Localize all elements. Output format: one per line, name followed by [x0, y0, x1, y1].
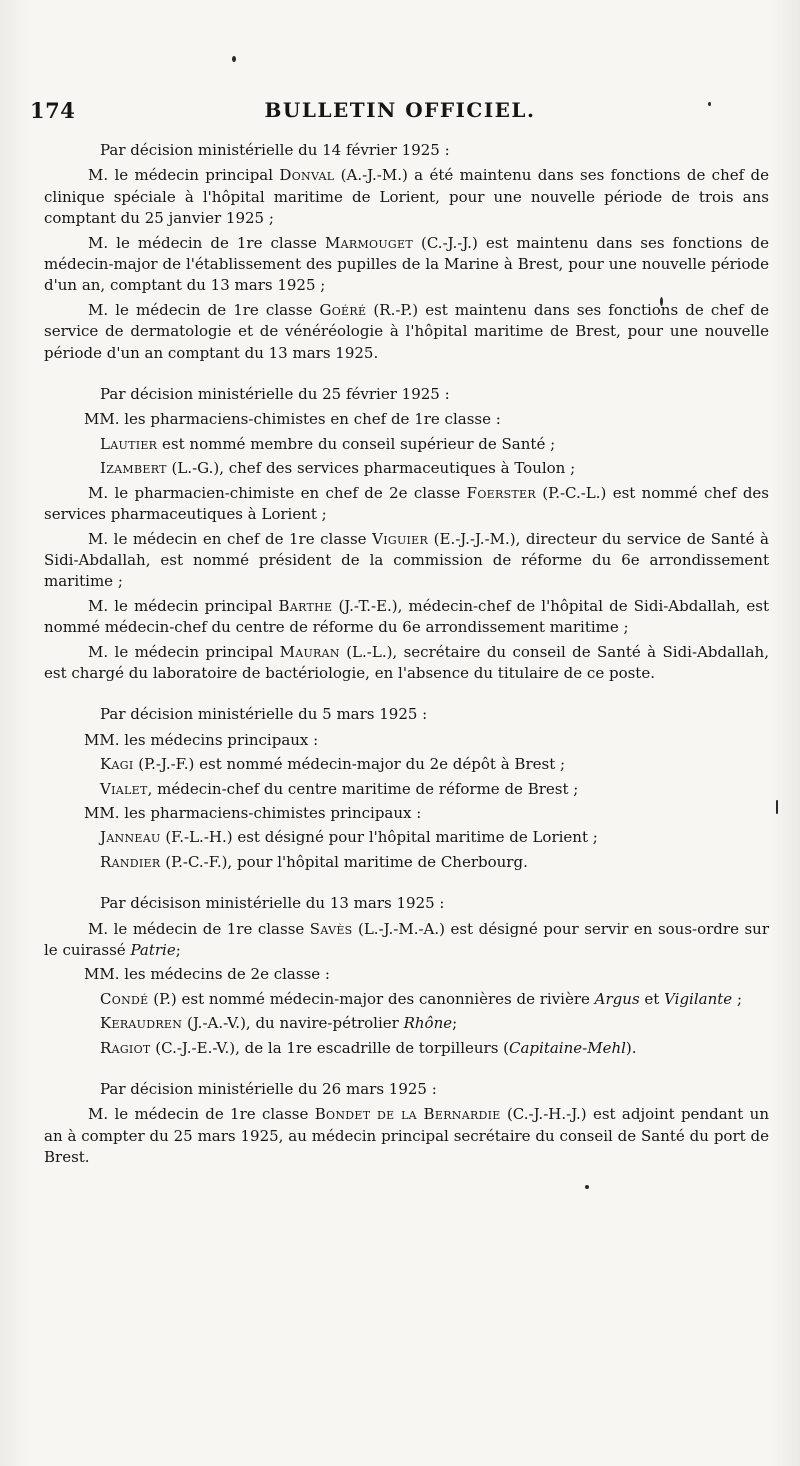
- decision-heading: Par décision ministérielle du 14 février 1925 :: [100, 141, 450, 159]
- decision-section: [44, 704, 769, 873]
- group-heading: [44, 964, 769, 985]
- entry-text: MM. les pharmaciens-chimistes en chef de 1re classe :: [84, 410, 501, 429]
- person-name: Barthe: [278, 596, 333, 615]
- section-spacer: [44, 687, 769, 704]
- appointment-entry: [44, 779, 769, 800]
- ink-speck: [776, 800, 778, 814]
- entry-text: (P.-J.-F.) est nommé médecin-major du 2e dépôt à Brest ;: [133, 755, 566, 774]
- person-name: Viguier: [372, 529, 429, 548]
- appointment-entry: [44, 919, 769, 962]
- person-name: Izambert: [100, 459, 167, 478]
- group-heading: [44, 730, 769, 751]
- entry-text: ).: [625, 1038, 637, 1057]
- entry-text: (C.-J.-H.-J.) est adjoint pendant un an à compter du 25 mars 1925, au médecin principal secrétaire du conseil de Santé du port de Brest.: [44, 1105, 769, 1167]
- entry-text: (P.-C.-F.), pour l'hôpital maritime de Cherbourg.: [160, 852, 528, 871]
- decision-section: [44, 1079, 769, 1169]
- person-name: Kagi: [100, 755, 134, 774]
- entry-text: M. le médecin de 1re classe: [88, 1105, 315, 1124]
- ship-name: Capitaine-Mehl: [509, 1038, 626, 1057]
- page-header: [20, 98, 780, 132]
- entry-text: MM. les médecins de 2e classe :: [84, 965, 330, 984]
- decision-heading: Par décisison ministérielle du 13 mars 1925 :: [100, 894, 445, 913]
- appointment-entry: [44, 483, 769, 526]
- entry-text: MM. les pharmaciens-chimistes principaux :: [84, 803, 422, 822]
- ship-name: Argus: [594, 989, 640, 1008]
- appointment-entry: [44, 989, 769, 1010]
- person-name: Marmouget: [324, 233, 413, 252]
- entry-text: (L.-G.), chef des services pharmaceutiques à Toulon ;: [166, 459, 576, 478]
- entry-text: et: [639, 989, 665, 1008]
- entry-text: (J.-T.-E.), médecin-chef de l'hôpital de Sidi-Abdallah, est nommé médecin-chef du centre de réforme du 6e arrondissement maritime ;: [44, 596, 769, 637]
- entry-text: (C.-J.-J.) est maintenu dans ses fonctions de médecin-major de l'établissement des pupilles de la Marine à Brest, pour une nouvelle période d'un an, comptant du 13 mars 1925 ;: [44, 233, 769, 295]
- entry-text: (R.-P.) est maintenu dans ses fonctions de chef de service de dermatologie et de vénéréologie à l'hôpital maritime de Brest, pour une nouvelle période d'un an comptant du 13 mars 1925.: [44, 300, 769, 362]
- appointment-entry: [44, 1013, 769, 1034]
- section-spacer: [44, 367, 769, 384]
- person-name: Janneau: [100, 828, 161, 847]
- appointment-entry: [44, 165, 769, 229]
- appointment-entry: [44, 1038, 769, 1059]
- entry-text: (A.-J.-M.) a été maintenu dans ses fonctions de chef de clinique spéciale à l'hôpital maritime de Lorient, pour une nouvelle période de trois ans comptant du 25 janvier 1925 ;: [44, 166, 769, 228]
- running-title: BULLETIN OFFICIEL.: [264, 98, 536, 122]
- entry-text: (C.-J.-E.-V.), de la 1re escadrille de torpilleurs (: [150, 1038, 510, 1057]
- section-spacer: [44, 1062, 769, 1079]
- person-name: Goéré: [319, 300, 367, 319]
- entry-text: M. le médecin principal: [88, 596, 279, 615]
- entry-text: M. le pharmacien-chimiste en chef de 2e classe: [88, 483, 467, 502]
- ink-speck: [232, 56, 236, 62]
- appointment-entry: [44, 233, 769, 297]
- entry-text: (F.-L.-H.) est désigné pour l'hôpital maritime de Lorient ;: [160, 828, 598, 847]
- person-name: Randier: [100, 852, 161, 871]
- entry-text: ;: [175, 941, 181, 959]
- decision-heading: Par décision ministérielle du 25 février 1925 :: [100, 385, 450, 404]
- entry-text: , médecin-chef du centre maritime de réforme de Brest ;: [147, 779, 579, 798]
- appointment-entry: [44, 1104, 769, 1168]
- entry-text: M. le médecin principal: [88, 642, 280, 661]
- appointment-entry: [44, 827, 769, 848]
- document-body: [44, 140, 769, 1172]
- person-name: Ragiot: [100, 1038, 151, 1057]
- person-name: Keraudren: [100, 1014, 183, 1033]
- decision-section: [44, 140, 769, 364]
- entry-text: (J.-A.-V.), du navire-pétrolier: [182, 1014, 404, 1033]
- appointment-entry: [44, 458, 769, 479]
- appointment-entry: [44, 300, 769, 364]
- entry-text: M. le médecin en chef de 1re classe: [88, 529, 373, 548]
- entry-text: (P.-C.-L.) est nommé chef des services pharmaceutiques à Lorient ;: [44, 483, 769, 524]
- person-name: Foerster: [466, 483, 536, 502]
- group-heading: [44, 803, 769, 824]
- decision-section: [44, 893, 769, 1059]
- person-name: Savès: [309, 919, 353, 938]
- person-name: Bondet de la Bernardie: [314, 1105, 501, 1124]
- page-number: 174: [30, 98, 76, 123]
- appointment-entry: [44, 529, 769, 593]
- appointment-entry: [44, 754, 769, 775]
- ship-name: Vigilante: [664, 989, 733, 1008]
- entry-text: (P.) est nommé médecin-major des canonnières de rivière: [148, 989, 595, 1008]
- person-name: Mauran: [279, 642, 340, 661]
- ink-speck: [585, 1185, 589, 1189]
- entry-text: ;: [732, 989, 742, 1008]
- decision-heading: Par décision ministérielle du 5 mars 1925 :: [100, 705, 428, 724]
- person-name: Lautier: [100, 434, 158, 453]
- person-name: Donval: [279, 166, 335, 185]
- entry-text: (L.-L.), secrétaire du conseil de Santé à Sidi-Abdallah, est chargé du laboratoire de bactériologie, en l'absence du titulaire de ce poste.: [44, 642, 769, 682]
- entry-text: (E.-J.-J.-M.), directeur du service de Santé à Sidi-Abdallah, est nommé président de la commission de réforme du 6e arrondissement maritime ;: [44, 529, 769, 591]
- entry-text: est nommé membre du conseil supérieur de Santé ;: [157, 434, 556, 453]
- ship-name: Patrie: [130, 941, 176, 959]
- entry-text: ;: [452, 1014, 458, 1033]
- ship-name: Rhône: [403, 1014, 453, 1033]
- entry-text: M. le médecin de 1re classe: [88, 233, 325, 252]
- person-name: Condé: [100, 989, 149, 1008]
- entry-text: (L.-J.-M.-A.) est désigné pour servir en sous-ordre sur le cuirassé: [44, 919, 769, 959]
- entry-text: M. le médecin principal: [88, 166, 280, 185]
- group-heading: [44, 409, 769, 430]
- decision-heading: Par décision ministérielle du 26 mars 1925 :: [100, 1080, 437, 1099]
- decision-section: [44, 384, 769, 684]
- appointment-entry: [44, 642, 769, 685]
- entry-text: M. le médecin de 1re classe: [88, 300, 320, 319]
- appointment-entry: [44, 596, 769, 639]
- appointment-entry: [44, 434, 769, 455]
- appointment-entry: [44, 852, 769, 873]
- entry-text: M. le médecin de 1re classe: [88, 919, 310, 938]
- entry-text: MM. les médecins principaux :: [84, 730, 319, 749]
- person-name: Vialet: [100, 779, 148, 798]
- section-spacer: [44, 876, 769, 893]
